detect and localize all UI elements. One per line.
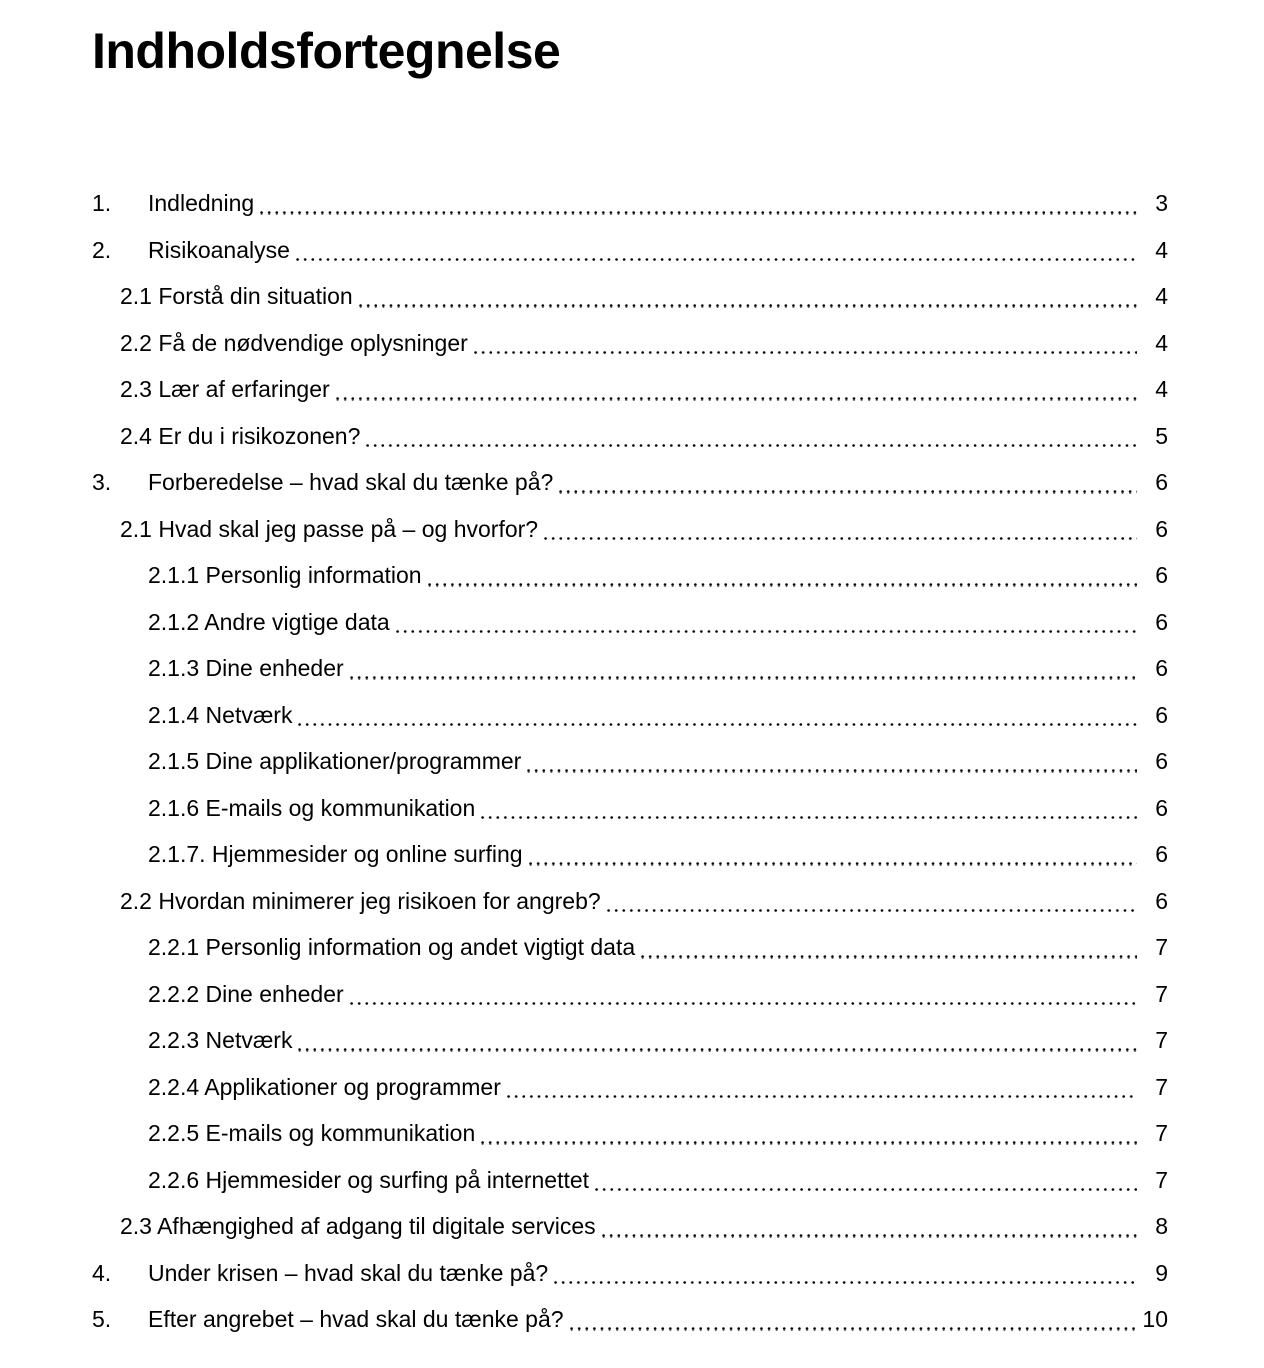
toc-leader-dots — [359, 273, 1137, 320]
toc-leader-dots — [570, 1296, 1136, 1343]
toc-entry-label[interactable]: 2.2.4 Applikationer og programmer — [148, 1073, 501, 1100]
toc-entry[interactable] — [92, 1250, 1168, 1297]
toc-entry[interactable] — [92, 180, 1168, 227]
toc-entry-page: 6 — [1155, 608, 1168, 635]
toc-entry-label[interactable]: 2.1.3 Dine enheder — [148, 655, 344, 681]
toc-leader-dots — [296, 227, 1137, 274]
toc-entry[interactable] — [92, 413, 1168, 460]
toc-leader-dots — [336, 366, 1137, 413]
toc-entry[interactable] — [92, 227, 1168, 274]
toc-leader-dots — [529, 831, 1137, 878]
toc-entry-page: 7 — [1155, 934, 1168, 960]
toc-leader-dots — [559, 459, 1137, 506]
toc-entry-label[interactable]: 2.1.1 Personlig information — [148, 562, 422, 588]
toc-leader-dots — [607, 878, 1137, 925]
toc-leader-dots — [428, 552, 1137, 599]
toc-leader-dots — [350, 971, 1137, 1018]
toc-entry-label[interactable]: 2.2.3 Netværk — [148, 1027, 293, 1053]
toc-entry-label[interactable]: 2.2.2 Dine enheder — [148, 980, 344, 1007]
toc-entry-label[interactable]: Risikoanalyse — [148, 236, 290, 263]
toc-entry[interactable] — [92, 1110, 1168, 1157]
toc-entry-page: 6 — [1155, 515, 1168, 542]
toc-entry-page: 6 — [1155, 562, 1168, 588]
toc-entry-page: 4 — [1155, 376, 1168, 402]
toc-entry-label[interactable]: 2.1.7. Hjemmesider og online surfing — [148, 841, 523, 867]
toc-entry-number: 2. — [92, 236, 112, 263]
toc-entry[interactable] — [92, 599, 1168, 646]
toc-entry-label[interactable]: 2.1.5 Dine applikationer/programmer — [148, 748, 522, 774]
toc-entry-label[interactable]: 2.1 Hvad skal jeg passe på – og hvorfor? — [120, 515, 539, 542]
toc-leader-dots — [554, 1250, 1137, 1297]
toc-entry[interactable] — [92, 645, 1168, 692]
toc-entry[interactable] — [92, 273, 1168, 320]
toc-leader-dots — [298, 1017, 1137, 1064]
toc-entry-label[interactable]: Efter angrebet – hvad skal du tænke på? — [148, 1306, 564, 1332]
toc-entry-page: 6 — [1155, 655, 1168, 681]
toc-entry-label[interactable]: 2.3 Afhængighed af adgang til digitale services — [120, 1213, 596, 1239]
toc-entry-page: 7 — [1155, 1120, 1168, 1146]
toc-leader-dots — [474, 320, 1137, 367]
page-title: Indholdsfortegnelse — [92, 23, 561, 79]
toc-entry[interactable] — [92, 924, 1168, 971]
toc-entry-page: 10 — [1142, 1306, 1168, 1332]
toc-entry-label[interactable]: 2.2.5 E-mails og kommunikation — [148, 1120, 476, 1146]
toc-leader-dots — [544, 506, 1137, 553]
toc-entry-page: 7 — [1155, 1166, 1168, 1193]
toc-entry[interactable] — [92, 1017, 1168, 1064]
toc-entry-page: 7 — [1155, 1027, 1168, 1053]
toc-leader-dots — [396, 599, 1137, 646]
toc-leader-dots — [507, 1064, 1137, 1111]
toc-entry-label[interactable]: 2.1 Forstå din situation — [120, 283, 353, 309]
toc-entry[interactable] — [92, 1203, 1168, 1250]
toc-entry-label[interactable]: 2.2.1 Personlig information og andet vigtigt data — [148, 934, 636, 960]
toc-leader-dots — [595, 1157, 1137, 1204]
toc-entry-number: 1. — [92, 190, 112, 216]
toc-entry[interactable] — [92, 1064, 1168, 1111]
toc-entry-page: 4 — [1155, 236, 1168, 263]
toc-entry[interactable] — [92, 1296, 1168, 1343]
toc-entry-number: 5. — [92, 1306, 112, 1332]
toc-entry-label[interactable]: 2.4 Er du i risikozonen? — [120, 422, 361, 449]
toc-leader-dots — [527, 738, 1137, 785]
toc-entry-label[interactable]: Indledning — [148, 190, 255, 216]
toc-leader-dots — [602, 1203, 1137, 1250]
toc-entry[interactable] — [92, 459, 1168, 506]
toc-entry[interactable] — [92, 785, 1168, 832]
toc-leader-dots — [481, 785, 1137, 832]
toc-entry-page: 6 — [1155, 794, 1168, 821]
toc-entry[interactable] — [92, 320, 1168, 367]
toc-entry-page: 3 — [1155, 190, 1168, 216]
toc-entry[interactable] — [92, 552, 1168, 599]
toc-entry-label[interactable]: 2.2 Hvordan minimerer jeg risikoen for angreb? — [120, 887, 601, 914]
toc-entry-page: 5 — [1155, 422, 1168, 449]
toc-entry[interactable] — [92, 971, 1168, 1018]
toc-entry-number: 3. — [92, 469, 112, 495]
toc-entry-number: 4. — [92, 1259, 112, 1286]
toc-entry-page: 8 — [1155, 1213, 1168, 1239]
toc-entry-label[interactable]: 2.3 Lær af erfaringer — [120, 376, 330, 402]
toc-entry-label[interactable]: 2.1.6 E-mails og kommunikation — [148, 794, 476, 821]
toc-entry[interactable] — [92, 506, 1168, 553]
toc-leader-dots — [298, 692, 1137, 739]
toc-entry-label[interactable]: 2.2 Få de nødvendige oplysninger — [120, 329, 468, 356]
toc-leader-dots — [641, 924, 1137, 971]
toc-entry-page: 6 — [1155, 748, 1168, 774]
toc-entry-page: 6 — [1155, 841, 1168, 867]
toc-entry-label[interactable]: 2.1.2 Andre vigtige data — [148, 608, 390, 635]
toc-entry[interactable] — [92, 692, 1168, 739]
toc-entry-label[interactable]: Forberedelse – hvad skal du tænke på? — [148, 469, 554, 495]
toc-leader-dots — [481, 1110, 1137, 1157]
toc-leader-dots — [260, 180, 1137, 227]
toc-entry-page: 7 — [1155, 980, 1168, 1007]
toc-entry[interactable] — [92, 738, 1168, 785]
toc-list — [92, 180, 1168, 1343]
toc-leader-dots — [366, 413, 1137, 460]
toc-entry-label[interactable]: 2.1.4 Netværk — [148, 701, 293, 728]
toc-entry-page: 4 — [1155, 283, 1168, 309]
toc-entry[interactable] — [92, 366, 1168, 413]
toc-entry-page: 7 — [1155, 1073, 1168, 1100]
toc-leader-dots — [350, 645, 1137, 692]
toc-entry-page: 4 — [1155, 329, 1168, 356]
toc-entry[interactable] — [92, 831, 1168, 878]
toc-entry[interactable] — [92, 878, 1168, 925]
toc-entry-label[interactable]: 2.2.6 Hjemmesider og surfing på internettet — [148, 1166, 590, 1193]
toc-entry-page: 9 — [1155, 1259, 1168, 1286]
toc-entry-page: 6 — [1155, 887, 1168, 914]
toc-entry-page: 6 — [1155, 701, 1168, 728]
toc-entry[interactable] — [92, 1157, 1168, 1204]
toc-entry-label[interactable]: Under krisen – hvad skal du tænke på? — [148, 1259, 549, 1286]
toc-entry-page: 6 — [1155, 469, 1168, 495]
